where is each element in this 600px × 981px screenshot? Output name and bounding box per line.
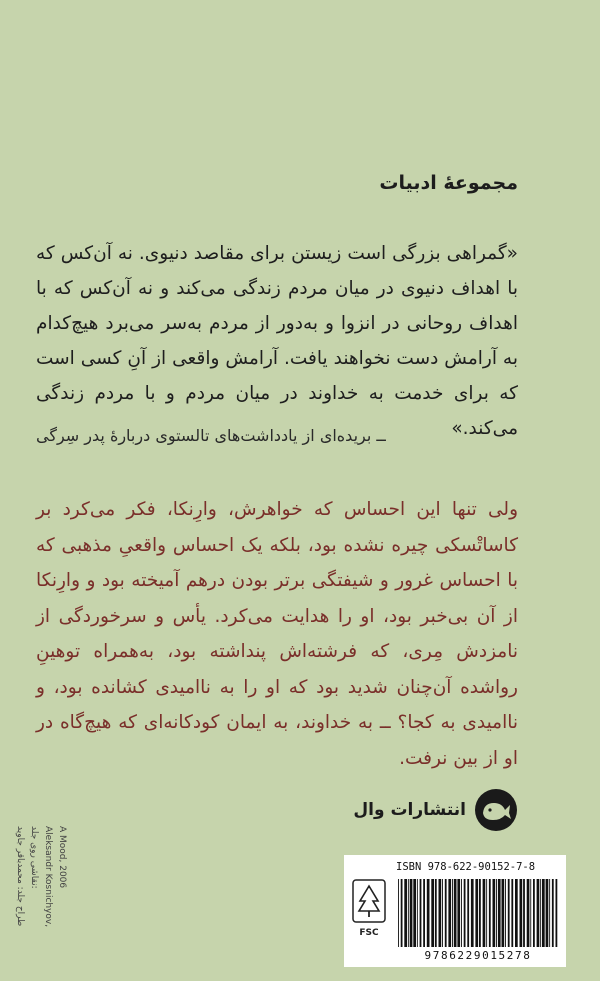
barcode-bar: [483, 879, 486, 947]
book-excerpt: ولی تنها این احساس که خواهرش، وارِنکا، فکر می‌کرد بر کاساتْسکی چیره نشده بود، بلکه یک احساس واقعیِ مذهبی که با احساس غرور و شیفتگی برتر بودن درهم آمیخته بود و وارِنکا از آن بی‌خبر بود، او را هدایت می‌کرد. یأس و سرخوردگی از نامزدش مِری، که فرشته‌اش پنداشته بود، به‌همراه توهینِ رواشده آن‌چنان شدید بود که او را به ناامیدی کشانده بود، و ناامیدی به کجا؟ ــ به خداوند، به ایمان کودکانه‌ای که هیچ‌گاه در او از بین نرفت.: [36, 499, 518, 769]
barcode-panel: [344, 855, 566, 967]
barcode-bar: [445, 879, 447, 947]
barcode-bar: [508, 879, 510, 947]
barcode-bar: [423, 879, 425, 947]
barcode-bar: [527, 879, 530, 947]
barcode-bar: [486, 879, 487, 947]
series-title: مجموعۀ ادبیات: [379, 172, 518, 194]
barcode-bar: [452, 879, 453, 947]
barcode-bar: [549, 879, 550, 947]
publisher-name: انتشارات وال: [353, 800, 466, 820]
barcode-bar: [431, 879, 434, 947]
barcode-bar: [435, 879, 437, 947]
publisher-block: [353, 788, 518, 832]
isbn-barcode: [396, 879, 560, 947]
barcode-bar: [479, 879, 481, 947]
barcode-bar: [530, 879, 531, 947]
barcode-bar: [520, 879, 523, 947]
barcode-bar: [511, 879, 513, 947]
barcode-bar: [457, 879, 460, 947]
barcode-bar: [454, 879, 457, 947]
barcode-bar: [471, 879, 474, 947]
fsc-label: FSC: [359, 928, 379, 938]
cover-artist-credit: Aleksandr Kosnichyov,: [43, 826, 53, 928]
cover-credits: [14, 826, 68, 927]
fsc-tree-logo-icon: [352, 879, 386, 939]
barcode-bar: [493, 879, 496, 947]
barcode-bar: [439, 879, 442, 947]
barcode-bar: [427, 879, 430, 947]
barcode-bar: [537, 879, 540, 947]
barcode-bar: [442, 879, 443, 947]
barcode-bar: [410, 879, 413, 947]
barcode-bar: [467, 879, 469, 947]
barcode-bar: [489, 879, 491, 947]
barcode-bar: [475, 879, 478, 947]
isbn-label: ISBN 978-622-90152-7-8: [396, 861, 536, 873]
barcode-bar: [417, 879, 418, 947]
barcode-bar: [502, 879, 505, 947]
barcode-bar: [533, 879, 535, 947]
barcode-bar: [398, 879, 399, 947]
quote-attribution: ــ بریده‌ای از یادداشت‌های تالستوی دربارۀ پدر سِرگی: [36, 426, 386, 445]
barcode-bar: [540, 879, 541, 947]
barcode-bar: [413, 879, 416, 947]
barcode-bar: [496, 879, 497, 947]
barcode-bar: [556, 879, 558, 947]
barcode-bar: [448, 879, 451, 947]
barcode-bar: [505, 879, 506, 947]
barcode-bar: [552, 879, 554, 947]
tolstoy-quote: «گمراهی بزرگی است زیستن برای مقاصد دنیوی. نه آن‌کس که با اهداف دنیوی در میان مردم زندگی می‌کند و نه آن‌کس که با اهداف روحانی در انزوا و به‌دور از مردم به‌سر می‌برد هیچ‌کدام به آرامش دست نخواهند یافت. آرامش واقعی از آنِ کسی است که برای خدمت به خداوند در میان مردم و با مردم زندگی می‌کند.»: [36, 243, 518, 439]
cover-designer-credit: طراح جلد: محمدباقر جاوید: [15, 826, 25, 927]
barcode-bar: [515, 879, 518, 947]
barcode-bar: [461, 879, 462, 947]
barcode-bar: [408, 879, 409, 947]
barcode-bar: [542, 879, 545, 947]
barcode-bar: [498, 879, 501, 947]
barcode-bar: [464, 879, 466, 947]
cover-painting-label: نقاشی روی جلد:: [29, 826, 39, 889]
barcode-digits: 9786229015278: [424, 949, 532, 962]
barcode-bar: [404, 879, 407, 947]
cover-work-credit: A Mood, 2006: [57, 826, 67, 889]
whale-logo-icon: [474, 788, 518, 832]
barcode-bar: [420, 879, 422, 947]
barcode-bar: [401, 879, 403, 947]
barcode-bar: [523, 879, 525, 947]
barcode-bar: [546, 879, 549, 947]
